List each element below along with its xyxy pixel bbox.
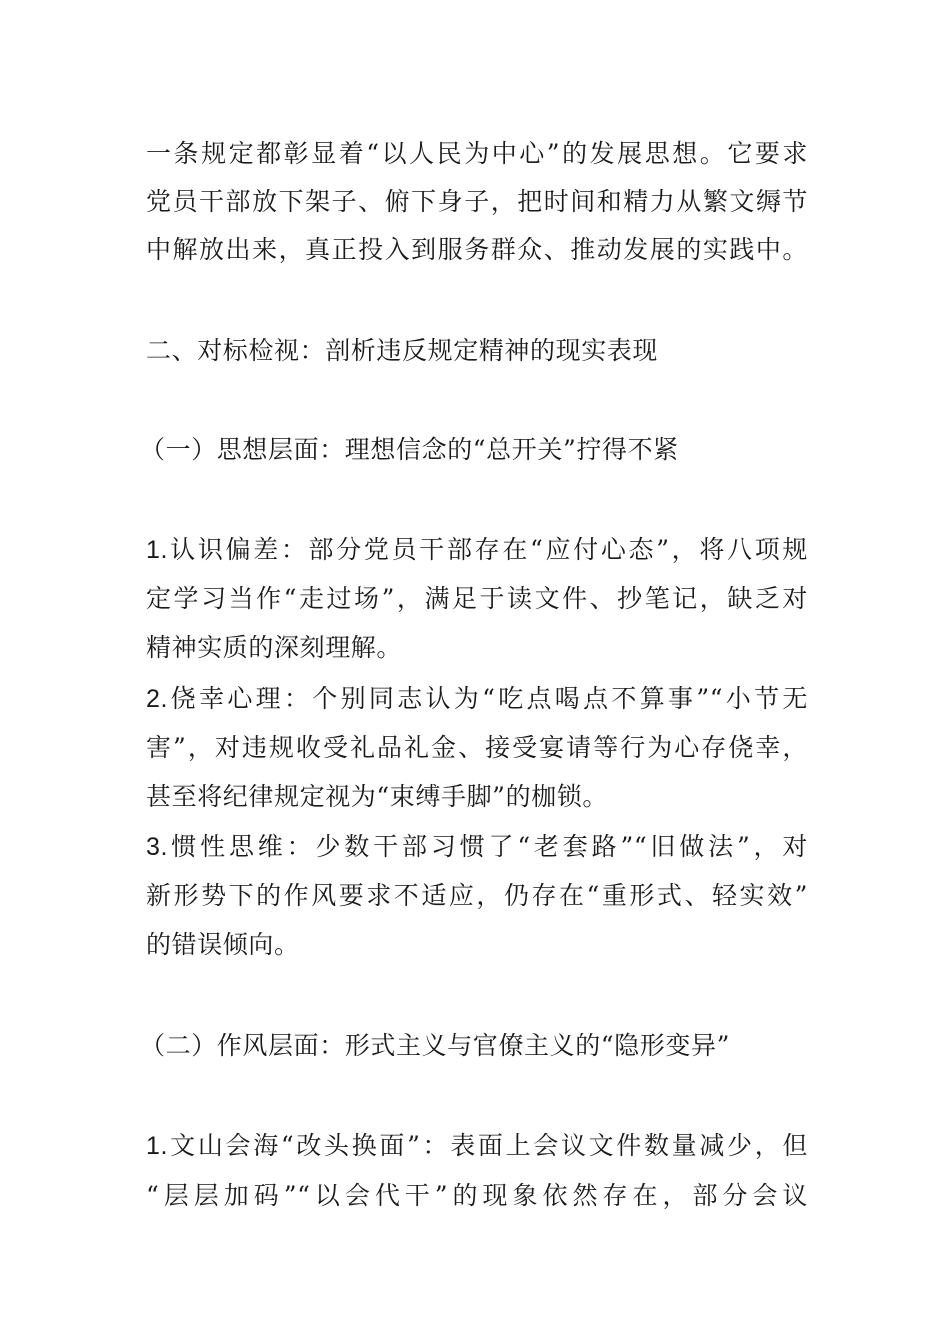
- subsection-two-heading: （二）作风层面：形式主义与官僚主义的“隐形变异”: [140, 1031, 730, 1060]
- item-1-1-line-3: 精神实质的深刻理解。: [146, 633, 403, 662]
- item-text: 认识偏差：部分党员干部存在“应付心态”，将八项规: [168, 535, 808, 564]
- section-two-heading: 二、对标检视：剖析违反规定精神的现实表现: [146, 336, 659, 365]
- item-number: 1.: [146, 536, 169, 564]
- item-1-2-line-3: 甚至将纪律规定视为“束缚手脚”的枷锁。: [146, 782, 608, 811]
- item-text: 文山会海“改头换面”：表面上会议文件数量减少，但: [168, 1131, 808, 1160]
- item-text: 惯性思维：少数干部习惯了“老套路”“旧做法”，对: [168, 832, 808, 861]
- item-1-1-line-1: [146, 534, 808, 566]
- item-number: 3.: [146, 833, 169, 861]
- subsection-one-heading: （一）思想层面：理想信念的“总开关”拧得不紧: [140, 435, 679, 464]
- item-number: 2.: [146, 685, 169, 713]
- intro-line-1: 一条规定都彰显着“以人民为中心”的发展思想。它要求: [146, 139, 808, 168]
- item-1-2-line-1: [146, 683, 808, 715]
- item-2-1-line-1: [146, 1130, 808, 1162]
- item-1-3-line-2: 新形势下的作风要求不适应，仍存在“重形式、轻实效”: [146, 881, 808, 910]
- item-number: 1.: [146, 1132, 169, 1160]
- item-1-3-line-3: 的错误倾向。: [146, 930, 300, 959]
- item-1-2-line-2: 害”，对违规收受礼品礼金、接受宴请等行为心存侥幸，: [146, 733, 808, 762]
- intro-line-3: 中解放出来，真正投入到服务群众、推动发展的实践中。: [146, 235, 808, 264]
- item-1-3-line-1: [146, 831, 808, 863]
- item-2-1-line-2: “层层加码”“以会代干”的现象依然存在，部分会议: [146, 1181, 808, 1210]
- item-text: 侥幸心理：个别同志认为“吃点喝点不算事”“小节无: [168, 684, 808, 713]
- item-1-1-line-2: 定学习当作“走过场”，满足于读文件、抄笔记，缺乏对: [146, 584, 808, 613]
- intro-line-2: 党员干部放下架子、俯下身子，把时间和精力从繁文缛节: [146, 187, 808, 216]
